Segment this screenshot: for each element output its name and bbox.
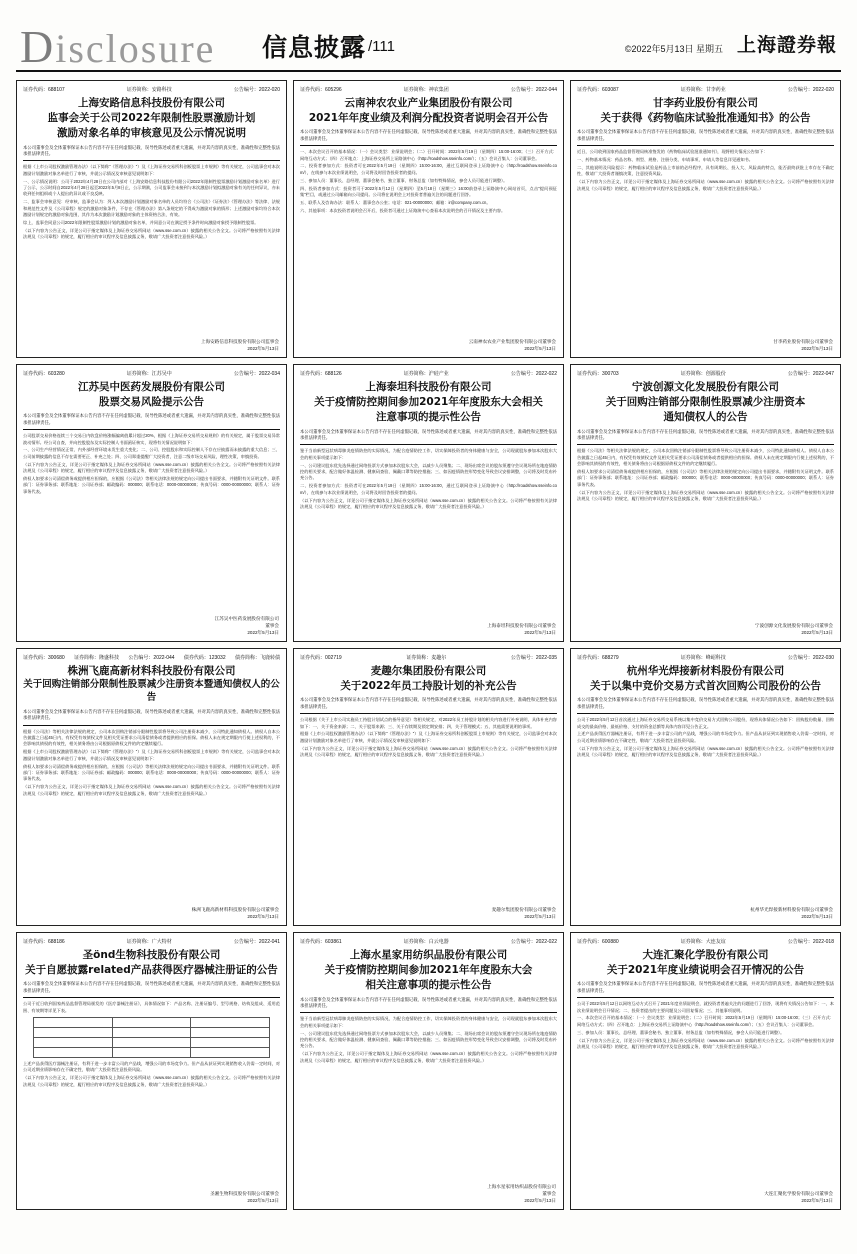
liability-notice: 本公司董事会及全体董事保证本公告内容不存在任何虚假记载、误导性陈述或者重大遗漏，并对其内容的真实性、准确性和完整性依法承担法律责任。 [23, 144, 280, 156]
announcement-body [23, 1001, 280, 1014]
body-paragraph: 一、公司生产经营情况正常，内外部经营环境未发生重大变化；二、公司、控股股东和实际控制人不存在应披露而未披露的重大信息；三、公司前期披露的信息不存在需要更正、补充之处；四、公司郑重提醒广大投资者，注意二级市场交易风险，理性决策，审慎投资。 [23, 447, 280, 459]
security-code-line [23, 938, 280, 945]
security-code: 证券代码：603087 [577, 87, 619, 93]
body-paragraph: 综上，监事会同意公司2022年限制性股票激励计划的激励对象名单，并同意公司在满足授予条件时向激励对象授予限制性股票。 [23, 219, 259, 225]
security-code: 证券代码：605296 [300, 87, 342, 93]
divider [577, 997, 834, 998]
divider [300, 444, 557, 445]
announcement-body [23, 164, 280, 240]
liability-notice: 本公司董事会及全体董事保证本公告内容不存在任何虚假记载、误导性陈述或者重大遗漏，并对其内容的真实性、准确性和完整性依法承担法律责任。 [300, 428, 557, 440]
signature-date: 2022年5月13日 [247, 346, 279, 352]
masthead-paper-name: 上海證券報 [736, 34, 837, 56]
signature-company: 江苏吴中医药发展股份有限公司 [214, 616, 279, 622]
divider [23, 997, 280, 998]
table-row [34, 1047, 269, 1057]
announcement-number: 公告编号：2022-047 [787, 371, 834, 377]
announcement-body [577, 1001, 834, 1050]
signature-date: 2022年5月13日 [524, 1198, 556, 1204]
divider [577, 145, 834, 146]
company-name: 上海安路信息科技股份有限公司 [78, 97, 225, 109]
company-name: 圣önd生物科技股份有限公司 [82, 949, 221, 961]
body-paragraph: 近日，公司收到国家药品监督管理局核准签发的《药物临床试验批准通知书》，现将相关情况公告如下： [577, 149, 768, 155]
liability-notice: 本公司董事会及全体董事保证本公告内容不存在任何虚假记载、误导性陈述或者重大遗漏，并对其内容的真实性、准确性和完整性依法承担法律责任。 [300, 129, 557, 141]
body-paragraph: 二、投资者参加方式：投资者可在2022年5月19日（星期四）15:00-16:00，通过互联网登录上证路演中心（http://roadshow.sseinfo.com/），在线参与本次业绩说明会，公司将及时回答投资者的提问。 [300, 163, 557, 175]
announcement-body [23, 433, 280, 495]
body-paragraph: 公司于近日收到国家药品监督管理局颁发的《医疗器械注册证》，具体情况如下：产品名称、注册证编号、型号规格、结构及组成、适用范围、有效期等详见下表。 [23, 1001, 280, 1013]
body-paragraph: 二、投资者参加方式：投资者可在2022年5月19日（星期四）15:00-16:00，通过互联网登录上证路演中心（http://roadshow.sseinfo.com/），在线参与本次业绩说明会，公司将及时回答投资者的提问。 [300, 483, 557, 495]
company-name: 麦趣尔集团股份有限公司 [370, 665, 487, 677]
divider [23, 725, 280, 726]
masthead-page-number: /111 [368, 38, 395, 55]
announcement-number: 公告编号：2022-041 [233, 939, 280, 945]
announcement-title-line1: 关于疫情防控期间参加2021年年度股东大会 [324, 964, 533, 977]
announcement-title-line1: 关于2021年度业绩说明会召开情况的公告 [606, 964, 805, 977]
body-paragraph: 二、监事会审核意见：经审核，监事会认为：列入本次激励计划激励对象名单的人员均符合《公司法》《证券法》《管理办法》等法律、法规和规范性文件及《公司章程》规定的激励对象条件，不存在《管理办法》第八条规定的不得成为激励对象的情形；上述激励对象均符合本次激励计划规定的激励对象范围，其作为本次激励计划激励对象的主体资格合法、有效。 [23, 199, 280, 218]
security-name: 证券简称：江苏吴中 [126, 371, 172, 377]
company-name: 株洲飞鹿高新材料科技股份有限公司 [67, 665, 236, 677]
signature-block [192, 907, 279, 921]
announcement-cell-1 [16, 80, 287, 358]
body-paragraph: 公司于2022年5月12日首次通过上海证券交易所交易系统以集中竞价交易方式回购公司股份，现将具体情况公告如下：回购股份数量、回购成交的最高价格、最低价格、支付的资金总额等具体内容详见公告正文。 [577, 717, 834, 729]
body-paragraph: （以下内容为公告正文，详见公司于指定媒体及上海证券交易所网站（www.sse.com.cn）披露的相关公告全文。公司将严格按照有关法律法规及《公司章程》的规定，履行相应的审议程序及信息披露义务，敬请广大投资者注意投资风险。） [577, 489, 834, 502]
signature-block [755, 623, 833, 637]
security-code: 证券代码：300703 [577, 371, 619, 377]
signature-block [764, 1191, 833, 1205]
security-name: 证券简称：白云电器 [403, 939, 449, 945]
announcement-number: 公告编号：2022-034 [233, 371, 280, 377]
body-paragraph: 一、药物基本情况：药品名称、剂型、规格、注册分类、申请事项、申请人等信息详见通知书。 [577, 157, 753, 163]
security-code-line [577, 654, 834, 661]
security-code-line [23, 370, 280, 377]
security-code: 证券代码：300680 [23, 655, 65, 661]
announcement-number: 公告编号：2022-035 [510, 655, 557, 661]
body-paragraph: 鉴于当前新型冠状病毒肺炎疫情防控的实际情况，为配合疫情防控工作，切实保障投资者的身体健康与安全，公司现就股东参加本次股东大会的相关事项提示如下： [300, 1016, 557, 1028]
signature-company: 甘李药业股份有限公司董事会 [773, 339, 833, 345]
announcement-number: 公告编号：2022-018 [787, 939, 834, 945]
body-paragraph: 三、参加人员：董事长、总经理、董事会秘书、独立董事、财务总监（如有特殊情况，参会人员可能进行调整）。 [300, 177, 508, 183]
security-code-line [577, 938, 834, 945]
announcement-cell-12 [570, 932, 841, 1210]
announcement-cell-11 [293, 932, 564, 1210]
body-paragraph: （以下内容为公告正文，详见公司于指定媒体及上海证券交易所网站（www.sse.com.cn）披露的相关公告全文。公司将严格按照有关法律法规及《公司章程》的规定，履行相应的审议程序及信息披露义务，敬请广大投资者注意投资风险。） [577, 1037, 834, 1049]
security-name: 证券简称：大连友谊 [680, 939, 726, 945]
signature-date: 2022年5月13日 [801, 914, 833, 920]
bond-name: 债券简称：飞鹿转债 [234, 655, 280, 661]
announcement-title-line1: 关于回购注销部分限制性股票减少注册资本暨通知债权人的公告 [23, 679, 280, 703]
signature-block [773, 339, 833, 353]
announcement-title-line1: 关于自愿披露related产品获得医疗器械注册证的公告 [25, 964, 278, 977]
announcement-number: 公告编号：2022-022 [510, 939, 557, 945]
announcement-cell-2 [293, 80, 564, 358]
announcement-body [577, 717, 834, 758]
announcement-number: 公告编号：2022-044 [510, 87, 557, 93]
signature-date: 2022年5月13日 [524, 346, 556, 352]
security-code-line [577, 370, 834, 377]
signature-date: 2022年5月13日 [247, 630, 279, 636]
announcement-cell-5 [293, 364, 564, 642]
body-paragraph: 一、公司建议股东优先选择通过网络投票方式参加本次股东大会，以减少人员聚集；二、现场出席会议的股东须遵守会议现场所在地疫情防控的相关要求，配合做好体温检测、健康码查验、佩戴口罩等防控措施；三、如因疫情防控形势变化导致会议安排调整，公司将及时发布补充公告。 [300, 462, 557, 481]
company-name: 宁波创源文化发展股份有限公司 [632, 381, 779, 393]
security-code-line [23, 86, 280, 93]
security-code-line [300, 86, 557, 93]
body-paragraph: 根据《上市公司股权激励管理办法》（以下简称"《管理办法》"）及《上海证券交易所科创板股票上市规则》等有关规定，公司监事会对本次激励计划激励对象名单进行了审核，并就公示情况及审核意见说明如下： [300, 731, 557, 743]
signature-block [469, 339, 556, 353]
security-code: 证券代码：002719 [300, 655, 342, 661]
security-name: 证券简称：隆盛科技 [74, 655, 120, 661]
announcement-title-line1: 关于以集中竞价交易方式首次回购公司股份的公告 [590, 680, 821, 693]
signature-company: 上海泰坦科技股份有限公司董事会 [487, 623, 556, 629]
masthead-date: ©2022年5月13日 星期五 [624, 44, 723, 54]
announcement-title-line2: 相关注意事项的提示性公告 [365, 979, 492, 992]
body-paragraph: 一、本次会议召开的基本情况：（一）会议类型：业绩说明会；（二）召开时间：2022年5月19日（星期四）15:00-16:00；（三）召开方式：网络互动方式；（四）召开地点：上海证券交易所上证路演中心（http://roadshow.sseinfo.com/）；（五）会议召集人：公司董事会。 [300, 149, 557, 161]
signature-company: 上海水星家用纺织品股份有限公司 [487, 1184, 556, 1190]
company-name: 江苏吴中医药发展股份有限公司 [78, 381, 225, 393]
company-name: 上海水星家用纺织品股份有限公司 [349, 949, 508, 961]
body-paragraph: 一、公示情况说明：公司于2022年4月28日在公司内部对《上海安路信息科技股份有限公司2022年限制性股票激励计划激励对象名单》进行了公示，公示时间自2022年4月28日起至2022年5月8日止，公示期满，公司监事会未接到与本次激励计划拟激励对象有关的任何异议，亦未收到任何组织或个人提出的异议或不良反映。 [23, 178, 280, 197]
liability-notice: 本公司董事会及全体董事保证本公告内容不存在任何虚假记载、误导性陈述或者重大遗漏，并对其内容的真实性、准确性和完整性依法承担法律责任。 [23, 708, 280, 721]
security-code-line [577, 86, 834, 93]
signature-company: 圣湘生物科技股份有限公司董事会 [210, 1191, 279, 1197]
security-code-line [300, 370, 557, 377]
security-code-line [300, 654, 557, 661]
liability-notice: 本公司董事会及全体董事保证本公告内容不存在任何虚假记载、误导性陈述或者重大遗漏，并对其内容的真实性、准确性和完整性依法承担法律责任。 [577, 697, 834, 709]
signature-block [201, 339, 279, 353]
body-paragraph: 债权人如要求公司清偿债务或提供相应担保的，应根据《公司法》等相关法律法规的规定向公司提出书面要求，并随附有关证明文件。联系部门：证券事务部；联系地址：公司证券部；邮政编码：000000；联系电话：0000-00000000；传真号码：0000-00000000；联系人：证券事务代表。 [577, 469, 834, 487]
announcement-title-line1: 关于2022年员工持股计划的补充公告 [340, 680, 517, 693]
body-paragraph: （以下内容为公告正文，详见公司于指定媒体及上海证券交易所网站（www.sse.com.cn）披露的相关公告全文。公司将严格按照有关法律法规及《公司章程》的规定，履行相应的审议程序及信息披露义务，敬请广大投资者注意投资风险。） [577, 745, 834, 758]
security-code: 证券代码：603280 [23, 371, 65, 377]
divider [300, 145, 557, 146]
signature-date: 2022年5月13日 [524, 630, 556, 636]
announcement-body [300, 1016, 557, 1064]
body-paragraph: 根据《上市公司股权激励管理办法》（以下简称"《管理办法》"）及《上海证券交易所科创板股票上市规则》等有关规定，公司监事会对本次激励计划激励对象名单进行了审核，并就公示情况及审核意见说明如下： [23, 164, 280, 176]
masthead-logo-rest: isclosure [55, 26, 216, 71]
body-paragraph: 四、投资者参加方式：投资者可于2022年5月12日（星期四）至5月18日（星期三）16:00前登录上证路演中心网站首页，点击"提问预征集"栏目，或通过公司邮箱向公司提问。公司将在说明会上对投资者普遍关注的问题进行回答。 [300, 185, 557, 197]
announcement-title-line1: 关于疫情防控期间参加2021年年度股东大会相关 [314, 396, 543, 409]
company-name: 云南神农农业产业集团股份有限公司 [344, 97, 513, 109]
bond-code: 债券代码：123032 [183, 655, 226, 661]
company-name: 甘李药业股份有限公司 [653, 97, 758, 109]
signature-board: 董事会 [542, 1191, 556, 1197]
security-code: 证券代码：688107 [23, 87, 65, 93]
announcement-number: 公告编号：2022-044 [128, 655, 175, 661]
announcement-title-line1: 2021年年度业绩及利润分配投资者说明会召开公告 [308, 112, 549, 125]
announcement-title-line2: 注意事项的提示性公告 [376, 411, 481, 424]
security-code-line [23, 654, 280, 661]
divider [300, 1012, 557, 1013]
announcement-cell-9 [570, 648, 841, 926]
announcement-title-line1: 关于回购注销部分限制性股票减少注册资本 [605, 396, 806, 409]
signature-company: 云南神农农业产业集团股份有限公司董事会 [468, 339, 556, 345]
body-paragraph: （以下内容为公告正文，详见公司于指定媒体及上海证券交易所网站（www.sse.com.cn）披露的相关公告全文。公司将严格按照有关法律法规及《公司章程》的规定，履行相应的审议程序及信息披露义务，敬请广大投资者注意投资风险。） [23, 784, 280, 796]
security-name: 证券简称：甘李药业 [680, 87, 726, 93]
body-paragraph: 三、参加人员：董事长、总经理、董事会秘书、独立董事、财务总监（如有特殊情况，参会人员可能进行调整）。 [577, 1029, 785, 1035]
body-paragraph: 公司于2022年5月12日以网络互动方式召开了2021年度业绩说明会，就投资者普遍关注的问题进行了回答，现将有关情况公告如下：一、本次业绩说明会召开情况；二、投资者提出的主要问题及公司回复情况；三、其他事项说明。 [577, 1001, 834, 1013]
announcement-grid [16, 80, 841, 1210]
announcement-cell-3 [570, 80, 841, 358]
signature-company: 大连汇聚化学股份有限公司董事会 [764, 1191, 833, 1197]
masthead-logo-disclosure [20, 20, 215, 73]
announcement-number: 公告编号：2022-030 [787, 655, 834, 661]
body-paragraph: （以下内容为公告正文，详见公司于指定媒体及上海证券交易所网站（www.sse.com.cn）披露的相关公告全文。公司将严格按照有关法律法规及《公司章程》的规定，履行相应的审议程序及信息披露义务，敬请广大投资者注意投资风险。） [300, 497, 557, 509]
body-paragraph: 一、公司建议股东优先选择通过网络投票方式参加本次股东大会，以减少人员聚集；二、现场出席会议的股东须遵守会议现场所在地疫情防控的相关要求，配合做好体温检测、健康码查验、佩戴口罩等防控措施；三、如因疫情防控形势变化导致会议安排调整，公司将及时发布补充公告。 [300, 1030, 557, 1049]
body-paragraph: 根据《上市公司股权激励管理办法》（以下简称"《管理办法》"）及《上海证券交易所科创板股票上市规则》等有关规定，公司监事会对本次激励计划激励对象名单进行了审核，并就公示情况及审核意见说明如下： [23, 749, 280, 761]
announcement-body [300, 717, 557, 758]
masthead [16, 14, 841, 72]
body-paragraph: 根据《公司法》等相关法律法规的规定，公司本次回购注销部分限制性股票将导致公司注册资本减少，公司特此通知债权人。债权人自本公告披露之日起45日内，有权凭有效债权文件及相关凭证要求公司清偿债务或者提供相应的担保。债权人未在规定期限内行使上述权利的，不会影响其债权的有效性，相关债务将由公司根据原债权文件的约定继续履行。 [577, 448, 834, 467]
product-registration-table [33, 1017, 269, 1058]
body-paragraph: 公司股票交易价格连续三个交易日内收盘价格涨幅偏离值累计超过20%，根据《上海证券交易所交易规则》的有关规定，属于股票交易异常波动情形。经公司自查，并向控股股东及实际控制人书面函证核实，现将有关情况说明如下： [23, 433, 280, 445]
divider [23, 160, 280, 161]
signature-company: 杭州华光焊接新材料股份有限公司董事会 [750, 907, 833, 913]
signature-block [487, 1184, 556, 1205]
security-name: 证券简称：沪硅产业 [403, 371, 449, 377]
announcement-title-line2: 通知债权人的公告 [663, 411, 748, 424]
body-paragraph: （以下内容为公告正文，详见公司于指定媒体及上海证券交易所网站（www.sse.com.cn）披露的相关公告全文。公司将严格按照有关法律法规及《公司章程》的规定，履行相应的审议程序及信息披露义务，敬请广大投资者注意投资风险。） [23, 461, 280, 474]
security-name: 证券简称：峰岹科技 [680, 655, 726, 661]
table-row [34, 1027, 269, 1037]
security-code: 证券代码：688126 [300, 371, 342, 377]
body-paragraph: 公司根据《关于上市公司实施员工持股计划试点的指导意见》等相关规定，对2022年员工持股计划的相关内容进行补充说明，具体补充内容如下：一、关于资金来源；二、关于股票来源；三、关于存续期及锁定期安排；四、关于管理模式；五、其他需要说明的事项。 [300, 717, 557, 729]
liability-notice: 本公司董事会及全体董事保证本公告内容不存在任何虚假记载、误导性陈述或者重大遗漏，并对其内容的真实性、准确性和完整性依法承担法律责任。 [577, 129, 834, 141]
announcement-body [577, 149, 834, 192]
liability-notice: 本公司董事会及全体董事保证本公告内容不存在任何虚假记载、误导性陈述或者重大遗漏，并对其内容的真实性、准确性和完整性依法承担法律责任。 [23, 413, 280, 425]
table-row [34, 1017, 269, 1027]
body-paragraph: 五、联系人及咨询办法：联系人：董事会办公室；电话：021-00000000；邮箱：ir@company.com.cn。 [300, 199, 491, 205]
body-paragraph: 上述产品获得医疗器械注册证，有利于进一步丰富公司的产品线，增强公司的市场竞争力。但产品从获证到实现销售收入仍需一定时间，对公司近期业绩影响存在不确定性，敬请广大投资者注意投资风险。 [23, 1060, 280, 1073]
signature-block [210, 1191, 279, 1205]
security-code-line [300, 938, 557, 945]
company-name: 上海泰坦科技股份有限公司 [365, 381, 492, 393]
divider [300, 713, 557, 714]
liability-notice: 本公司董事会及全体董事保证本公告内容不存在任何虚假记载、误导性陈述或者重大遗漏，并对其内容的真实性、准确性和完整性依法承担法律责任。 [577, 981, 834, 993]
announcement-cell-8 [293, 648, 564, 926]
announcement-cell-6 [570, 364, 841, 642]
body-paragraph: 上述产品获得医疗器械注册证，有利于进一步丰富公司的产品线，增强公司的市场竞争力。但产品从获证到实现销售收入仍需一定时间，对公司近期业绩影响存在不确定性，敬请广大投资者注意投资风险。 [577, 731, 834, 743]
signature-date: 2022年5月13日 [801, 630, 833, 636]
masthead-section-title: 信息披露 [262, 33, 367, 62]
announcement-number: 公告编号：2022-020 [233, 87, 280, 93]
announcement-body [577, 448, 834, 502]
announcement-title-line2: 激励对象名单的审核意见及公示情况说明 [57, 127, 246, 140]
signature-company: 宁波创源文化发展股份有限公司董事会 [754, 623, 833, 629]
liability-notice: 本公司董事会及全体董事保证本公告内容不存在任何虚假记载、误导性陈述或者重大遗漏，并对其内容的真实性、准确性和完整性依法承担法律责任。 [300, 996, 557, 1008]
signature-company: 麦趣尔集团股份有限公司董事会 [491, 907, 556, 913]
table-row [34, 1037, 269, 1047]
company-name: 杭州华光焊接新材料股份有限公司 [626, 665, 785, 677]
security-code: 证券代码：600880 [577, 939, 619, 945]
body-paragraph: 二、其他说明及风险提示：药物临床试验是药品上市前的必经程序，具有周期长、投入大、风险高的特点，能否最终获批上市存在不确定性，敬请广大投资者谨慎决策，注意投资风险。 [577, 164, 834, 177]
liability-notice: 本公司董事会及全体董事保证本公告内容不存在任何虚假记载、误导性陈述或者重大遗漏，并对其内容的真实性、准确性和完整性依法承担法律责任。 [577, 428, 834, 440]
liability-notice: 本公司董事会及全体董事保证本公告内容不存在任何虚假记载、误导性陈述或者重大遗漏，并对其内容的真实性、准确性和完整性依法承担法律责任。 [23, 981, 280, 993]
divider [577, 713, 834, 714]
liability-notice: 本公司董事会及全体董事保证本公告内容不存在任何虚假记载、误导性陈述或者重大遗漏，并对其内容的真实性、准确性和完整性依法承担法律责任。 [300, 697, 557, 709]
signature-block [750, 907, 833, 921]
signature-board: 董事会 [265, 623, 279, 629]
body-paragraph: （以下内容为公告正文，详见公司于指定媒体及上海证券交易所网站（www.sse.com.cn）披露的相关公告全文。公司将严格按照有关法律法规及《公司章程》的规定，履行相应的审议程序及信息披露义务，敬请广大投资者注意投资风险。） [300, 1051, 557, 1063]
body-paragraph: （以下内容为公告正文，详见公司于指定媒体及上海证券交易所网站（www.sse.com.cn）披露的相关公告全文。公司将严格按照有关法律法规及《公司章程》的规定，履行相应的审议程序及信息披露义务，敬请广大投资者注意投资风险。） [23, 1075, 280, 1087]
signature-date: 2022年5月13日 [801, 1198, 833, 1204]
announcement-body-continued [23, 1061, 280, 1088]
announcement-cell-4 [16, 364, 287, 642]
body-paragraph: 债权人如要求公司清偿债务或提供相应担保的，应根据《公司法》等相关法律法规的规定向公司提出书面要求，并随附有关证明文件。联系部门：证券事务部；联系地址：公司证券部；邮政编码：000000；联系电话：0000-00000000；传真号码：0000-00000000；联系人：证券事务代表。 [23, 763, 280, 782]
body-paragraph: 债权人如要求公司清偿债务或提供相应担保的，应根据《公司法》等相关法律法规的规定向公司提出书面要求，并随附有关证明文件。联系部门：证券事务部；联系地址：公司证券部；邮政编码：000000；联系电话：0000-00000000；传真号码：0000-00000000；联系人：证券事务代表。 [23, 475, 280, 494]
body-paragraph: 六、其他事项：本次投资者说明会召开后，投资者可通过上证路演中心查看本次说明会的召开情况及主要内容。 [300, 207, 506, 213]
announcement-cell-10 [16, 932, 287, 1210]
security-name: 证券简称：神农集团 [403, 87, 449, 93]
security-name: 证券简称：广大特材 [126, 939, 172, 945]
security-name: 证券简称：创源股份 [680, 371, 726, 377]
signature-block [487, 623, 556, 637]
masthead-logo-capital: D [20, 21, 56, 72]
announcement-body [300, 448, 557, 510]
announcement-title-line1: 股票交易风险提示公告 [99, 396, 204, 409]
divider [23, 429, 280, 430]
signature-date: 2022年5月13日 [247, 1198, 279, 1204]
company-name: 大连汇聚化学股份有限公司 [642, 949, 769, 961]
body-paragraph: （以下内容为公告正文，详见公司于指定媒体及上海证券交易所网站（www.sse.com.cn）披露的相关公告全文。公司将严格按照有关法律法规及《公司章程》的规定，履行相应的审议程序及信息披露义务，敬请广大投资者注意投资风险。） [300, 745, 557, 758]
divider [577, 444, 834, 445]
body-paragraph: 一、本次会议召开的基本情况：（一）会议类型：业绩说明会；（二）召开时间：2022年5月19日（星期四）15:00-16:00；（三）召开方式：网络互动方式；（四）召开地点：上海证券交易所上证路演中心（http://roadshow.sseinfo.com/）；（五）会议召集人：公司董事会。 [577, 1015, 834, 1027]
announcement-body [23, 729, 280, 797]
signature-company: 株洲飞鹿高新材料科技股份有限公司董事会 [191, 907, 279, 913]
security-code: 证券代码：603861 [300, 939, 342, 945]
signature-date: 2022年5月13日 [801, 346, 833, 352]
body-paragraph: （以下内容为公告正文，详见公司于指定媒体及上海证券交易所网站（www.sse.com.cn）披露的相关公告全文。公司将严格按照有关法律法规及《公司章程》的规定，履行相应的审议程序及信息披露义务，敬请广大投资者注意投资风险。） [577, 179, 834, 191]
announcement-cell-7 [16, 648, 287, 926]
security-code: 证券代码：688279 [577, 655, 619, 661]
announcement-number: 公告编号：2022-022 [510, 371, 557, 377]
security-name: 证券简称：麦趣尔 [406, 655, 447, 661]
security-code: 证券代码：688186 [23, 939, 65, 945]
body-paragraph: （以下内容为公告正文，详见公司于指定媒体及上海证券交易所网站（www.sse.com.cn）披露的相关公告全文。公司将严格按照有关法律法规及《公司章程》的规定，履行相应的审议程序及信息披露义务，敬请广大投资者注意投资风险。） [23, 227, 280, 240]
announcement-number: 公告编号：2022-020 [787, 87, 834, 93]
announcement-body [300, 149, 557, 214]
signature-company: 上海安路信息科技股份有限公司监事会 [200, 339, 279, 345]
signature-date: 2022年5月13日 [247, 914, 279, 920]
announcement-title-line1: 关于获得《药物临床试验批准通知书》的公告 [600, 112, 811, 125]
security-name: 证券简称：安路科技 [126, 87, 172, 93]
body-paragraph: 根据《公司法》等相关法律法规的规定，公司本次回购注销部分限制性股票将导致公司注册资本减少，公司特此通知债权人。债权人自本公告披露之日起45日内，有权凭有效债权文件及相关凭证要求公司清偿债务或者提供相应的担保。债权人未在规定期限内行使上述权利的，不会影响其债权的有效性，相关债务将由公司根据原债权文件的约定继续履行。 [23, 728, 280, 747]
body-paragraph: 鉴于当前新型冠状病毒肺炎疫情防控的实际情况，为配合疫情防控工作，切实保障投资者的身体健康与安全，公司现就股东参加本次股东大会的相关事项提示如下： [300, 448, 557, 460]
signature-date: 2022年5月13日 [524, 914, 556, 920]
signature-block [215, 616, 279, 637]
signature-block [492, 907, 556, 921]
announcement-title-line1: 监事会关于公司2022年限制性股票激励计划 [47, 112, 256, 125]
